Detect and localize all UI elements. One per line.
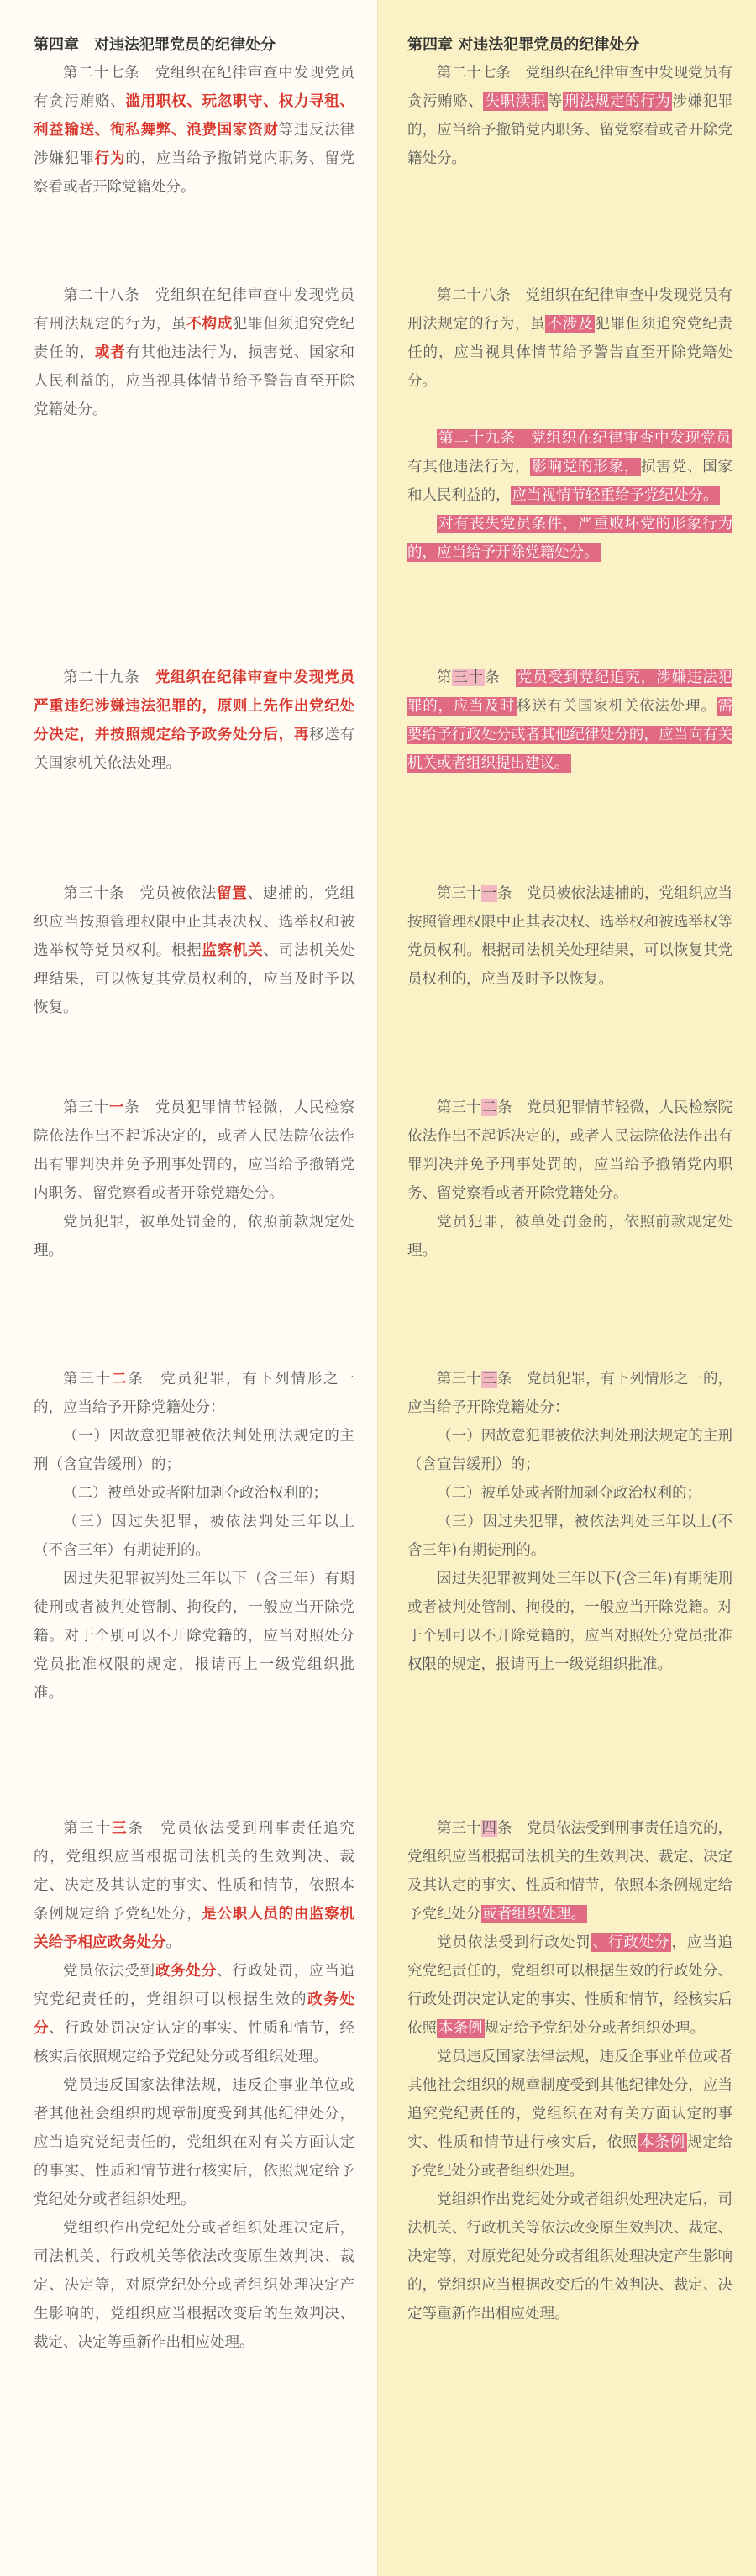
right-article-27: 第二十七条 党组织在纪律审查中发现党员有贪污贿赂、 失职渎职 等 刑法规定的行为 涉嫌犯罪的，应当给予撤销党内职务、留党察看或者开除党籍处分。	[407, 65, 733, 167]
right-article-31: 第三十一条 党员被依法逮捕的，党组织应当按照管理权限中止其表决权、选举权和被选举权等党员权利。根据司法机关处理结果，可以恢复其党员权利的，应当及时予以恢复。	[407, 885, 732, 988]
right-article-33: 第三十三条 党员犯罪，有下列情形之一的，应当给予开除党籍处分： （一）因故意犯罪被依法判处刑法规定的主刑（含宣告缓刑）的； （二）被单处或者附加剥夺政治权利的； （三）因过失犯罪，被依法判处三年以上(不含三年)有期徒刑的。 因过失犯罪被判处三年以下(含三年)有期徒刑或者被判处管制、拘役的，一般应当开除党籍。对于个别可以不开除党籍的，应当对照处分党员批准权限的规定，报请再上一级党组织批准。	[407, 1371, 732, 1673]
right-article-29: 第二十九条 党组织在纪律审查中发现党员有其他违法行为， 影响党的形象， 损害党、国家和人民利益的， 应当视情节轻重给予党纪处分。 对有丧失党员条件，严重败坏党的形象行为的，应当给予开除党籍处分。	[407, 430, 733, 561]
left-article-30: 第三十条 党员被依法留置、逮捕的，党组织应当按照管理权限中止其表决权、选举权和被选举权等党员权利。根据监察机关、司法机关处理结果，可以恢复其党员权利的，应当及时予以恢复。	[34, 885, 355, 1016]
left-article-27: 第二十七条 党组织在纪律审查中发现党员有贪污贿赂、滥用职权、玩忽职守、权力寻租、利益输送、徇私舞弊、浪费国家资财等违反法律涉嫌犯罪行为的，应当给予撤销党内职务、留党察看或者开除党籍处分。	[34, 65, 355, 196]
left-article-28: 第二十八条 党组织在纪律审查中发现党员有刑法规定的行为，虽不构成犯罪但须追究党纪责任的，或者有其他违法行为，损害党、国家和人民利益的，应当视具体情节给予警告直至开除党籍处分。	[34, 287, 355, 418]
left-article-32: 第三十二条 党员犯罪，有下列情形之一的，应当给予开除党籍处分： （一）因故意犯罪被依法判处刑法规定的主刑（含宣告缓刑）的； （二）被单处或者附加剥夺政治权利的； （三）因过失犯罪，被依法判处三年以上（不含三年）有期徒刑的。 因过失犯罪被判处三年以下（含三年）有期徒刑或者被判处管制、拘役的，一般应当开除党籍。对于个别可以不开除党籍的，应当对照处分党员批准权限的规定，报请再上一级党组织批准。	[34, 1371, 355, 1702]
right-chapter-title: 第四章 对违法犯罪党员的纪律处分	[407, 36, 640, 54]
left-chapter-title: 第四章 对违法犯罪党员的纪律处分	[34, 36, 276, 54]
left-article-31: 第三十一条 党员犯罪情节轻微，人民检察院依法作出不起诉决定的，或者人民法院依法作出有罪判决并免予刑事处罚的，应当给予撤销党内职务、留党察看或者开除党籍处分。 党员犯罪，被单处罚金的，依照前款规定处理。	[34, 1099, 355, 1259]
left-article-29: 第二十九条 党组织在纪律审查中发现党员严重违纪涉嫌违法犯罪的，原则上先作出党纪处分决定，并按照规定给予政务处分后，再移送有关国家机关依法处理。	[34, 669, 355, 772]
right-article-30: 第三十条 党员受到党纪追究，涉嫌违法犯罪的，应当及时 移送有关国家机关依法处理。 需要给予行政处分或者其他纪律处分的，应当向有关机关或者组织提出建议。	[407, 669, 733, 772]
right-article-34: 第三十四条 党员依法受到刑事责任追究的，党组织应当根据司法机关的生效判决、裁定、决定及其认定的事实、性质和情节，依照本条例规定给予党纪处分 或者组织处理。 党员依法受到行政处罚 、行政处分 ，应当追究党纪责任的，党组织可以根据生效的行政处分、行政处罚决定认定的事实、性质和情节，经核实后依照 本条例 规定给予党纪处分或者组织处理。 党员违反国家法律法规，违反企事业单位或者其他社会组织的规章制度受到其他纪律处分，应当追究党纪责任的，党组织在对有关方面认定的事实、性质和情节进行核实后，依照 本条例 规定给予党纪处分或者组织处理。 党组织作出党纪处分或者组织处理决定后，司法机关、行政机关等依法改变原生效判决、裁定、决定等，对原党纪处分或者组织处理决定产生影响的，党组织应当根据改变后的生效判决、裁定、决定等重新作出相应处理。	[407, 1820, 733, 2322]
left-article-33: 第三十三条 党员依法受到刑事责任追究的，党组织应当根据司法机关的生效判决、裁定、决定及其认定的事实、性质和情节，依照本条例规定给予党纪处分，是公职人员的由监察机关给予相应政务处分。 党员依法受到政务处分、行政处罚，应当追究党纪责任的，党组织可以根据生效的政务处分、行政处罚决定认定的事实、性质和情节，经核实后依照规定给予党纪处分或者组织处理。 党员违反国家法律法规，违反企事业单位或者其他社会组织的规章制度受到其他纪律处分，应当追究党纪责任的，党组织在对有关方面认定的事实、性质和情节进行核实后，依照规定给予党纪处分或者组织处理。 党组织作出党纪处分或者组织处理决定后，司法机关、行政机关等依法改变原生效判决、裁定、决定等，对原党纪处分或者组织处理决定产生影响的，党组织应当根据改变后的生效判决、裁定、决定等重新作出相应处理。	[34, 1820, 355, 2351]
right-article-32: 第三十二条 党员犯罪情节轻微，人民检察院依法作出不起诉决定的，或者人民法院依法作出有罪判决并免予刑事处罚的，应当给予撤销党内职务、留党察看或者开除党籍处分。 党员犯罪，被单处罚金的，依照前款规定处理。	[407, 1099, 732, 1259]
right-column-new-version	[378, 0, 756, 2576]
right-article-28: 第二十八条 党组织在纪律审查中发现党员有刑法规定的行为，虽 不涉及 犯罪但须追究党纪责任的，应当视具体情节给予警告直至开除党籍处分。	[407, 287, 733, 390]
